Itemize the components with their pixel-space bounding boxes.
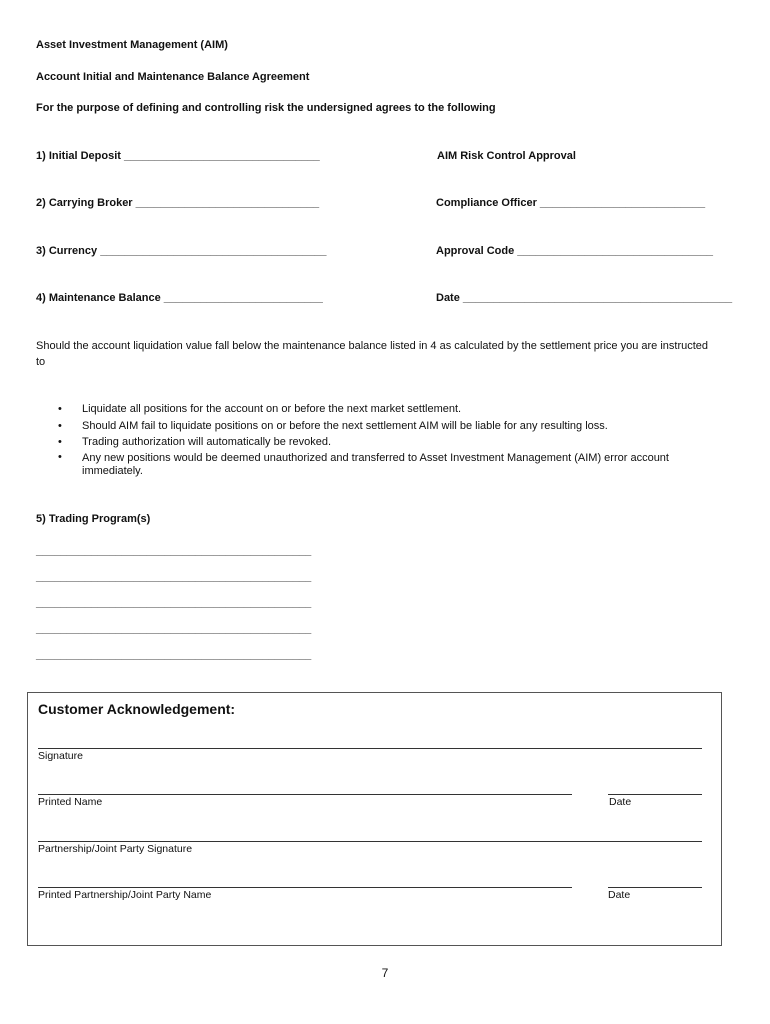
signature-label: Signature (38, 750, 83, 762)
trading-program-label: 5) Trading Program(s) (36, 513, 151, 525)
partnership-signature-label: Partnership/Joint Party Signature (38, 843, 193, 855)
page-number: 7 (381, 966, 389, 980)
maintenance-balance-field[interactable]: 4) Maintenance Balance __________________________ (36, 292, 323, 304)
carrying-broker-field[interactable]: 2) Carrying Broker ______________________________ (36, 197, 320, 209)
date-line[interactable] (608, 887, 702, 888)
instruction-bullets (58, 401, 718, 478)
signature-line[interactable] (38, 748, 702, 749)
printed-partnership-label: Printed Partnership/Joint Party Name (38, 889, 212, 901)
trading-program-line[interactable]: _____________________________________________ (36, 623, 312, 635)
trading-program-line[interactable]: _____________________________________________ (36, 597, 312, 609)
date-label: Date (609, 796, 632, 808)
instruction-paragraph: Should the account liquidation value fall below the maintenance balance listed in 4 as calculated by the settlement price you are instructed to (36, 340, 709, 368)
risk-control-approval-heading: AIM Risk Control Approval (437, 150, 576, 162)
agreement-title: Account Initial and Maintenance Balance Agreement (36, 71, 310, 83)
trading-program-line[interactable]: _____________________________________________ (36, 649, 312, 661)
printed-name-line[interactable] (38, 794, 572, 795)
printed-name-label: Printed Name (38, 796, 103, 808)
printed-partnership-line[interactable] (38, 887, 572, 888)
compliance-officer-field[interactable]: Compliance Officer ___________________________ (436, 197, 706, 209)
bullet-item: • Should AIM fail to liquidate positions on or before the next settlement AIM will be liable for any resulting loss. (58, 418, 718, 435)
bullet-item: • Trading authorization will automatically be revoked. (58, 434, 718, 451)
bullet-item: • Liquidate all positions for the account on or before the next market settlement. (58, 401, 718, 418)
initial-deposit-field[interactable]: 1) Initial Deposit ________________________________ (36, 150, 320, 162)
date-label: Date (608, 889, 631, 901)
date-line[interactable] (608, 794, 702, 795)
customer-acknowledgement-box (27, 692, 722, 946)
acknowledgement-title: Customer Acknowledgement: (38, 701, 236, 717)
partnership-signature-line[interactable] (38, 841, 702, 842)
bullet-item: • Any new positions would be deemed unauthorized and transferred to Asset Investment Management (AIM) error account immediately. (58, 451, 718, 478)
purpose-statement: For the purpose of defining and controlling risk the undersigned agrees to the following (36, 102, 496, 114)
currency-field[interactable]: 3) Currency _____________________________________ (36, 245, 327, 257)
trading-program-line[interactable]: _____________________________________________ (36, 571, 312, 583)
company-title: Asset Investment Management (AIM) (36, 39, 228, 51)
trading-program-line[interactable]: _____________________________________________ (36, 545, 312, 557)
approval-date-field[interactable]: Date ____________________________________________ (436, 292, 733, 304)
approval-code-field[interactable]: Approval Code ________________________________ (436, 245, 714, 257)
